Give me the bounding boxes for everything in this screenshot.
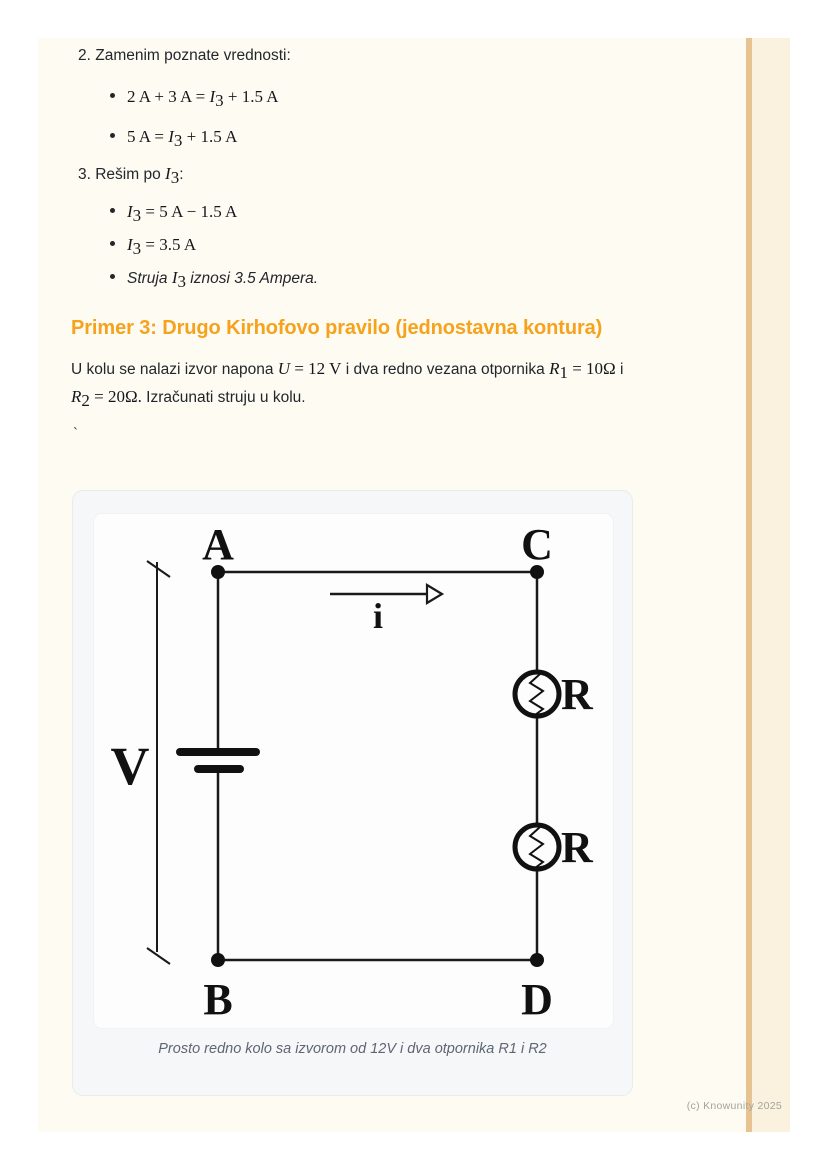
bullet-icon <box>110 208 115 213</box>
document-page <box>38 38 790 1132</box>
equation-text: 5 $A = I_3 + 1.5$ A <box>127 127 238 151</box>
voltage-dimension-line <box>147 561 170 964</box>
bullet-icon <box>110 133 115 138</box>
node-b-label: B <box>203 975 233 1024</box>
step-3-title: 3. Rešim po $I_3$: <box>78 164 184 188</box>
page-right-strip <box>752 38 790 1132</box>
node-d-label: D <box>521 975 553 1024</box>
page-accent-bar <box>746 38 752 1132</box>
equation-text: $I_3 = 5$ A − 1.5 A <box>127 202 238 226</box>
equation-text: $I_3 = 3.5$ A <box>127 235 197 259</box>
resistor-2-icon <box>515 825 559 869</box>
voltage-label: V <box>110 736 150 796</box>
bullet-icon <box>110 241 115 246</box>
equation-text: 2 A + 3 $A = I_3 + 1.5$ A <box>127 87 279 111</box>
battery-icon <box>180 752 256 769</box>
resistor-1-label: R <box>561 670 593 719</box>
current-label: i <box>372 596 384 636</box>
step-2-bullet-2 <box>110 127 238 151</box>
step-2-title: 2. Zamenim poznate vrednosti: <box>78 47 291 64</box>
step-3-bullet-2 <box>110 235 197 259</box>
problem-paragraph-line-2: $R_2 = 20\Omega$. Izračunati struju u kolu. <box>71 387 306 411</box>
node-a-label: A <box>202 520 234 569</box>
bullet-icon <box>110 93 115 98</box>
resistor-2-label: R <box>561 823 593 872</box>
copyright-note: (c) Knowunity 2025 <box>686 1100 782 1112</box>
step-2-bullet-1 <box>110 87 279 111</box>
section-heading: Primer 3: Drugo Kirhofovo pravilo (jednostavna kontura) <box>71 317 603 339</box>
circuit-figure-panel <box>93 513 614 1029</box>
node-c-label: C <box>521 520 553 569</box>
stray-backtick: ` <box>73 425 78 442</box>
step-3-bullet-1 <box>110 202 238 226</box>
problem-paragraph-line-1: U kolu se nalazi izvor napona U = 12 V i dva redno vezana otpornika $R_1 = 10\Omega$ i <box>71 359 624 383</box>
figure-caption: Prosto redno kolo sa izvorom od 12V i dva otpornika R1 i R2 <box>158 1041 547 1057</box>
step-3-bullet-3 <box>110 268 319 292</box>
resistor-1-icon <box>515 672 559 716</box>
bullet-icon <box>110 274 115 279</box>
conclusion-text: Struja $I_3$ iznosi 3.5 Ampera. <box>127 268 319 292</box>
circuit-figure-card <box>72 490 633 1096</box>
circuit-diagram <box>94 514 613 1028</box>
current-arrow-icon <box>330 585 442 603</box>
